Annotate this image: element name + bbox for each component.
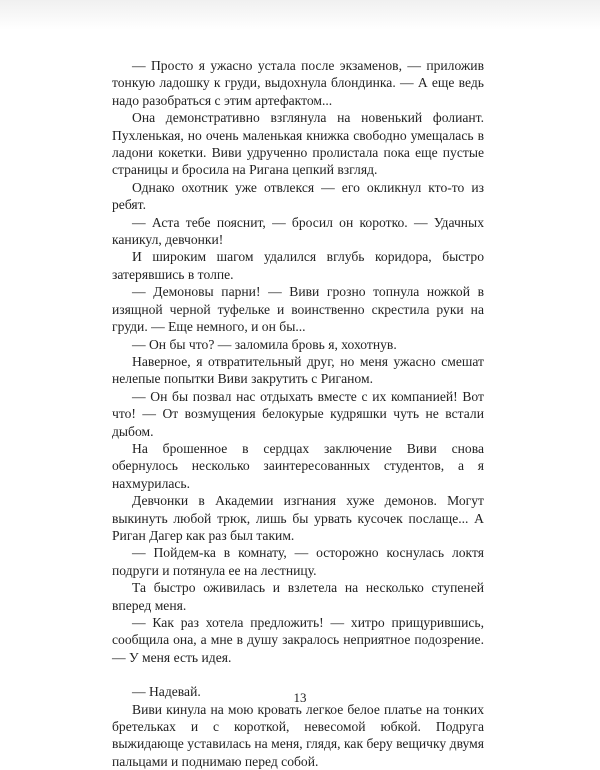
paragraph: Наверное, я отвратительный друг, но меня ужасно смешат нелепые попытки Виви закрутить с Риганом.: [112, 353, 484, 387]
paragraph: — Надевай.: [132, 684, 201, 700]
paragraph: — Аста тебе пояснит, — бросил он коротко. — Удачных каникул, девчонки!: [112, 214, 484, 248]
paragraph: Та быстро оживилась и взлетела на несколько ступеней вперед меня.: [112, 580, 484, 613]
paragraph: Виви кинула на мою кровать легкое белое платье на тонких бретельках и с короткой, невесомой юбкой. Подруга выжидающе уставилась на меня, глядя, как беру вещичку двумя пальцами и поднимаю перед собой.: [112, 701, 484, 769]
paragraph: И широким шагом удалился вглубь коридора, быстро затерявшись в толпе.: [112, 249, 484, 282]
paragraph: Она демонстративно взглянула на новенький фолиант. Пухленькая, но очень маленькая книжка свободно умещалась в ладони кокетки. Виви удрученно пролистала пока еще пустые страницы и бросила на Ригана цепкий взгляд.: [112, 110, 484, 178]
paragraph: — Он бы позвал нас отдыхать вместе с их компанией! Вот что! — От возмущения белокурые кудряшки чуть не встали дыбом.: [112, 388, 484, 439]
scene-break: [112, 666, 484, 683]
paragraph: — Как раз хотела предложить! — хитро прищурившись, сообщила она, а мне в душу закралось неприятное подозрение. — У меня есть идея.: [112, 615, 484, 665]
page-top-shadow: [0, 0, 600, 30]
paragraph: — Просто я ужасно устала после экзаменов, — приложив тонкую ладошку к груди, выдохнула блондинка. — А еще ведь надо разобраться с этим артефактом...: [112, 58, 484, 108]
paragraph: — Он бы что? — заломила бровь я, хохотнув.: [132, 336, 397, 352]
paragraph: Девчонки в Академии изгнания хуже демонов. Могут выкинуть любой трюк, лишь бы урвать кусочек послаще... А Риган Дагер как раз был таким.: [112, 493, 484, 543]
paragraph: На брошенное в сердцах заключение Виви снова обернулось несколько заинтересованных студентов, а я нахмурилась.: [112, 440, 484, 491]
paragraph: — Демоновы парни! — Виви грозно топнула ножкой в изящной черной туфельке и воинственно скрестила руки на груди. — Еще немного, и он бы...: [112, 284, 484, 335]
book-page-text: [112, 57, 484, 770]
paragraph: Однако охотник уже отвлекся — его окликнул кто-то из ребят.: [112, 179, 484, 213]
page-number: 13: [293, 690, 307, 705]
paragraph: — Пойдем-ка в комнату, — осторожно коснулась локтя подруги и потянула ее на лестницу.: [112, 545, 484, 578]
